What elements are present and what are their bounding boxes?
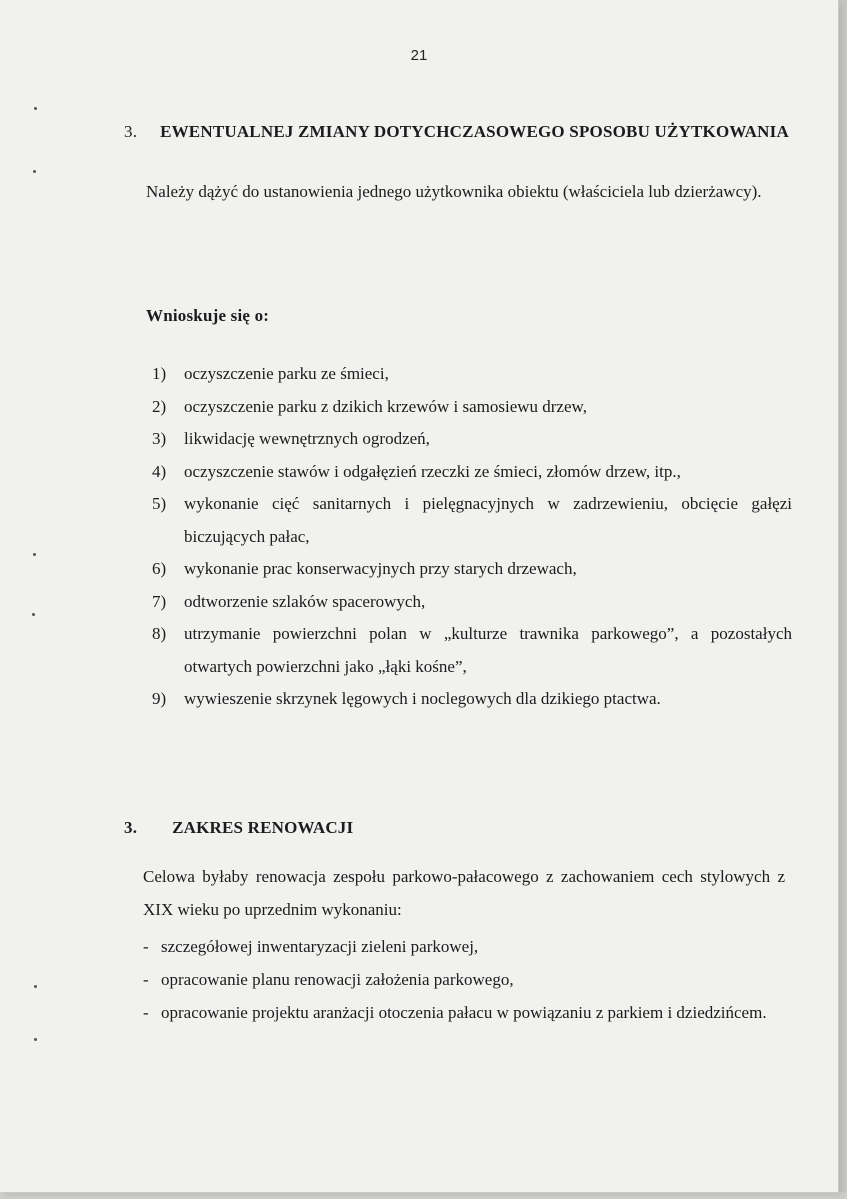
usage-paragraph: Należy dążyć do ustanowienia jednego użytkownika obiektu (właściciela lub dzierżawcy). [146, 182, 762, 201]
scan-speck [34, 107, 37, 110]
list-item [152, 618, 792, 683]
list-dash: - [143, 937, 149, 956]
list-item-text: wywieszenie skrzynek lęgowych i noclegowych dla dzikiego ptactwa. [184, 689, 661, 708]
section-heading-usage-change [124, 122, 789, 142]
list-dash: - [143, 1003, 149, 1022]
list-item-text: oczyszczenie parku z dzikich krzewów i samosiewu drzew, [184, 396, 587, 416]
page-number: 21 [410, 47, 428, 64]
list-item-text: wykonanie cięć sanitarnych i pielęgnacyjnych w zadrzewieniu, obcięcie gałęzi biczujących pałac, [184, 494, 792, 546]
list-item [152, 423, 792, 456]
list-item [143, 996, 793, 1029]
section-title: EWENTUALNEJ ZMIANY DOTYCHCZASOWEGO SPOSOBU UŻYTKOWANIA [160, 122, 789, 141]
section-title: ZAKRES RENOWACJI [172, 818, 354, 837]
conclusions-heading: Wnioskuje się o: [146, 306, 270, 325]
list-item [152, 586, 792, 619]
list-item-number: 5) [152, 494, 167, 513]
list-item-text: wykonanie prac konserwacyjnych przy starych drzewach, [184, 559, 577, 578]
list-item [152, 391, 792, 424]
renovation-list [143, 930, 793, 1029]
scan-right-edge [838, 0, 847, 1199]
list-item-number: 7) [152, 591, 167, 611]
list-item-text: szczegółowej inwentaryzacji zieleni parkowej, [161, 937, 479, 956]
scan-speck [34, 1038, 37, 1041]
list-item-number: 2) [152, 396, 167, 416]
list-dash: - [143, 970, 149, 989]
section-number: 3. [124, 818, 138, 837]
list-item-text: opracowanie planu renowacji założenia parkowego, [161, 970, 514, 989]
conclusions-list [152, 358, 792, 716]
list-item-text: oczyszczenie parku ze śmieci, [184, 364, 389, 383]
list-item-text: likwidację wewnętrznych ogrodzeń, [184, 429, 430, 448]
list-item-number: 6) [152, 559, 167, 578]
list-item-text: utrzymanie powierzchni polan w „kulturze trawnika parkowego”, a pozostałych otwartych powierzchni jako „łąki kośne”, [184, 624, 792, 676]
section-number: 3. [124, 122, 138, 141]
list-item [152, 683, 792, 716]
list-item [152, 488, 792, 553]
list-item-number: 9) [152, 689, 167, 708]
scan-bottom-edge [0, 1192, 847, 1199]
list-item-text: oczyszczenie stawów i odgałęzień rzeczki ze śmieci, złomów drzew, itp., [184, 461, 681, 481]
renovation-paragraph: Celowa byłaby renowacja zespołu parkowo-pałacowego z zachowaniem cech stylowych z XIX wieku po uprzednim wykonaniu: [143, 867, 785, 919]
scan-speck [33, 170, 36, 173]
list-item-number: 1) [152, 364, 167, 383]
scan-speck [34, 985, 37, 988]
list-item-number: 4) [152, 461, 167, 481]
section-heading-renovation [124, 818, 353, 838]
list-item-text: opracowanie projektu aranżacji otoczenia pałacu w powiązaniu z parkiem i dziedzińcem. [161, 1003, 767, 1022]
list-item [152, 553, 792, 586]
list-item-number: 8) [152, 624, 167, 643]
list-item-text: odtworzenie szlaków spacerowych, [184, 591, 426, 611]
list-item [143, 930, 793, 963]
list-item [152, 358, 792, 391]
list-item [152, 456, 792, 489]
list-item [143, 963, 793, 996]
scan-speck [33, 553, 36, 556]
list-item-number: 3) [152, 429, 167, 448]
scan-speck [32, 613, 35, 616]
